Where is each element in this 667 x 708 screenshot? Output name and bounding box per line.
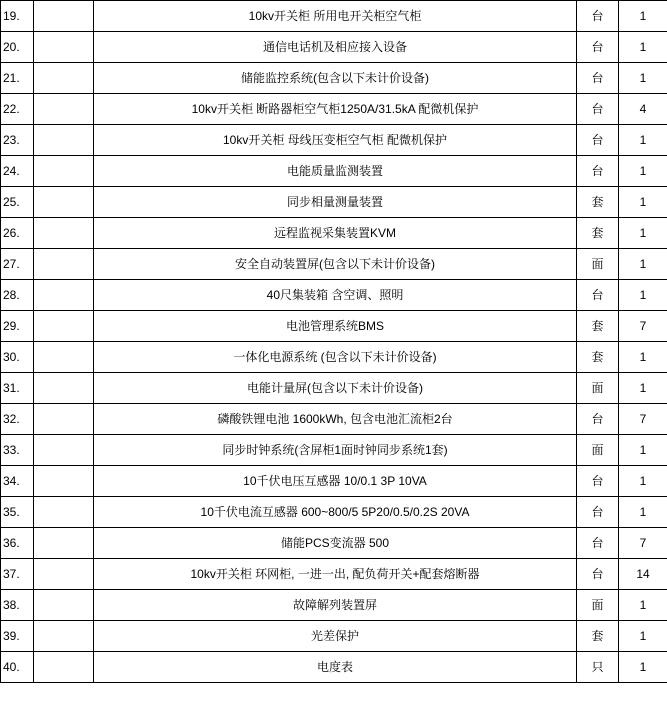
row-spacer-cell (34, 466, 94, 497)
table-row (1, 559, 667, 590)
row-index: 38. (1, 590, 34, 621)
row-index: 25. (1, 187, 34, 218)
row-spacer-cell (34, 125, 94, 156)
row-index: 31. (1, 373, 34, 404)
row-unit: 台 (577, 94, 619, 125)
row-index: 23. (1, 125, 34, 156)
row-quantity: 1 (619, 342, 667, 373)
row-unit: 面 (577, 249, 619, 280)
row-unit: 台 (577, 466, 619, 497)
row-spacer-cell (34, 1, 94, 32)
row-index: 28. (1, 280, 34, 311)
row-index: 19. (1, 1, 34, 32)
row-item-name: 一体化电源系统 (包含以下未计价设备) (94, 342, 577, 373)
row-quantity: 1 (619, 621, 667, 652)
table-row (1, 63, 667, 94)
row-unit: 套 (577, 621, 619, 652)
table-row (1, 249, 667, 280)
row-unit: 台 (577, 156, 619, 187)
row-spacer-cell (34, 652, 94, 683)
row-spacer-cell (34, 32, 94, 63)
table-row (1, 404, 667, 435)
row-quantity: 1 (619, 435, 667, 466)
table-row (1, 466, 667, 497)
row-item-name: 通信电话机及相应接入设备 (94, 32, 577, 63)
row-index: 30. (1, 342, 34, 373)
row-unit: 面 (577, 373, 619, 404)
row-unit: 台 (577, 280, 619, 311)
row-quantity: 1 (619, 187, 667, 218)
row-index: 24. (1, 156, 34, 187)
table-row (1, 311, 667, 342)
row-index: 20. (1, 32, 34, 63)
table-row (1, 652, 667, 683)
row-spacer-cell (34, 156, 94, 187)
table-row (1, 497, 667, 528)
row-item-name: 10kv开关柜 母线压变柜空气柜 配微机保护 (94, 125, 577, 156)
row-item-name: 远程监视采集装置KVM (94, 218, 577, 249)
row-spacer-cell (34, 63, 94, 94)
row-quantity: 14 (619, 559, 667, 590)
row-unit: 套 (577, 311, 619, 342)
table-row (1, 342, 667, 373)
row-item-name: 电池管理系统BMS (94, 311, 577, 342)
table-row (1, 218, 667, 249)
row-unit: 台 (577, 125, 619, 156)
row-item-name: 储能PCS变流器 500 (94, 528, 577, 559)
row-index: 26. (1, 218, 34, 249)
row-spacer-cell (34, 497, 94, 528)
row-item-name: 10kv开关柜 断路器柜空气柜1250A/31.5kA 配微机保护 (94, 94, 577, 125)
table-row (1, 435, 667, 466)
table-row (1, 32, 667, 63)
row-spacer-cell (34, 218, 94, 249)
row-index: 39. (1, 621, 34, 652)
row-quantity: 1 (619, 32, 667, 63)
row-unit: 台 (577, 32, 619, 63)
table-row (1, 187, 667, 218)
row-unit: 面 (577, 435, 619, 466)
table-row (1, 94, 667, 125)
row-index: 29. (1, 311, 34, 342)
table-row (1, 280, 667, 311)
row-item-name: 同步相量测量装置 (94, 187, 577, 218)
row-spacer-cell (34, 342, 94, 373)
table-row (1, 528, 667, 559)
row-item-name: 光差保护 (94, 621, 577, 652)
row-quantity: 4 (619, 94, 667, 125)
row-quantity: 1 (619, 466, 667, 497)
row-quantity: 7 (619, 528, 667, 559)
row-unit: 面 (577, 590, 619, 621)
row-index: 34. (1, 466, 34, 497)
row-item-name: 磷酸铁锂电池 1600kWh, 包含电池汇流柜2台 (94, 404, 577, 435)
row-spacer-cell (34, 435, 94, 466)
row-quantity: 1 (619, 249, 667, 280)
row-quantity: 1 (619, 280, 667, 311)
table-row (1, 373, 667, 404)
row-quantity: 7 (619, 311, 667, 342)
row-item-name: 同步时钟系统(含屏柜1面时钟同步系统1套) (94, 435, 577, 466)
row-quantity: 1 (619, 125, 667, 156)
row-item-name: 电度表 (94, 652, 577, 683)
row-quantity: 1 (619, 63, 667, 94)
row-spacer-cell (34, 559, 94, 590)
row-index: 21. (1, 63, 34, 94)
row-spacer-cell (34, 249, 94, 280)
row-spacer-cell (34, 280, 94, 311)
row-item-name: 10千伏电流互感器 600~800/5 5P20/0.5/0.2S 20VA (94, 497, 577, 528)
row-index: 32. (1, 404, 34, 435)
row-quantity: 1 (619, 156, 667, 187)
row-item-name: 储能监控系统(包含以下未计价设备) (94, 63, 577, 94)
row-spacer-cell (34, 311, 94, 342)
row-index: 36. (1, 528, 34, 559)
row-item-name: 40尺集装箱 含空调、照明 (94, 280, 577, 311)
row-unit: 台 (577, 404, 619, 435)
row-item-name: 10kv开关柜 环网柜, 一进一出, 配负荷开关+配套熔断器 (94, 559, 577, 590)
row-unit: 台 (577, 559, 619, 590)
row-quantity: 1 (619, 1, 667, 32)
row-spacer-cell (34, 94, 94, 125)
row-item-name: 电能质量监测装置 (94, 156, 577, 187)
row-index: 37. (1, 559, 34, 590)
row-spacer-cell (34, 404, 94, 435)
row-quantity: 1 (619, 652, 667, 683)
row-spacer-cell (34, 590, 94, 621)
row-index: 35. (1, 497, 34, 528)
row-quantity: 1 (619, 497, 667, 528)
table-row (1, 125, 667, 156)
row-item-name: 10千伏电压互感器 10/0.1 3P 10VA (94, 466, 577, 497)
row-spacer-cell (34, 187, 94, 218)
row-unit: 台 (577, 497, 619, 528)
row-index: 22. (1, 94, 34, 125)
row-index: 33. (1, 435, 34, 466)
row-unit: 台 (577, 63, 619, 94)
table-row (1, 590, 667, 621)
table-row (1, 156, 667, 187)
row-unit: 套 (577, 342, 619, 373)
row-index: 27. (1, 249, 34, 280)
row-quantity: 1 (619, 373, 667, 404)
row-item-name: 故障解列装置屏 (94, 590, 577, 621)
row-unit: 套 (577, 187, 619, 218)
row-spacer-cell (34, 528, 94, 559)
row-unit: 台 (577, 1, 619, 32)
row-unit: 台 (577, 528, 619, 559)
table-row (1, 621, 667, 652)
row-quantity: 7 (619, 404, 667, 435)
row-spacer-cell (34, 373, 94, 404)
row-spacer-cell (34, 621, 94, 652)
row-quantity: 1 (619, 218, 667, 249)
row-item-name: 安全自动装置屏(包含以下未计价设备) (94, 249, 577, 280)
row-unit: 只 (577, 652, 619, 683)
row-item-name: 电能计量屏(包含以下未计价设备) (94, 373, 577, 404)
row-item-name: 10kv开关柜 所用电开关柜空气柜 (94, 1, 577, 32)
row-unit: 套 (577, 218, 619, 249)
table-row (1, 1, 667, 32)
row-quantity: 1 (619, 590, 667, 621)
equipment-table-body (1, 1, 667, 683)
row-index: 40. (1, 652, 34, 683)
